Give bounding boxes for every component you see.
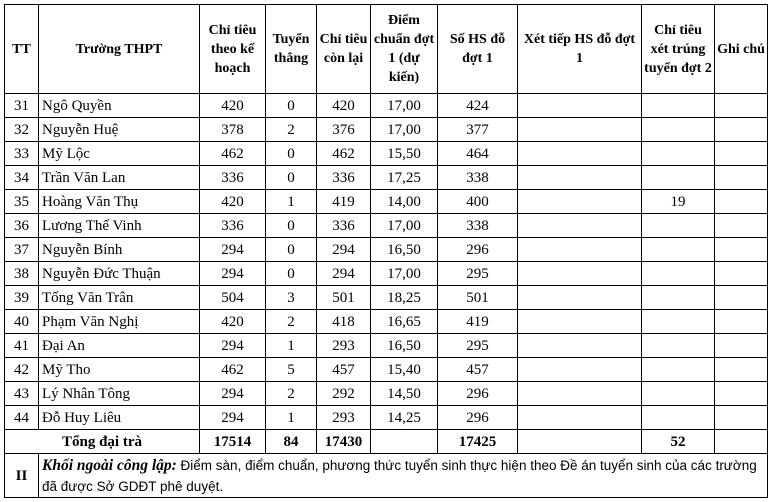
- row-school: Ngô Quyền: [39, 94, 200, 118]
- row-passed: 296: [438, 238, 518, 262]
- row-tt: 44: [5, 406, 39, 430]
- row-target: 420: [200, 94, 266, 118]
- header-row: [5, 5, 768, 94]
- row-remaining: 294: [317, 238, 371, 262]
- admission-table: [4, 4, 768, 498]
- row-direct: 2: [266, 310, 317, 334]
- row-remaining: 419: [317, 190, 371, 214]
- row-notes: [715, 214, 768, 238]
- table-row: [5, 214, 768, 238]
- row-tt: 39: [5, 286, 39, 310]
- row-notes: [715, 118, 768, 142]
- table-row: [5, 94, 768, 118]
- row-school: Nguyễn Bính: [39, 238, 200, 262]
- row-target: 294: [200, 334, 266, 358]
- table-row: [5, 334, 768, 358]
- row-target: 336: [200, 166, 266, 190]
- row-notes: [715, 334, 768, 358]
- row-remaining: 457: [317, 358, 371, 382]
- row-direct: 2: [266, 118, 317, 142]
- row-target: 462: [200, 358, 266, 382]
- row-direct: 1: [266, 190, 317, 214]
- row-remaining: 292: [317, 382, 371, 406]
- row-consider: [518, 238, 642, 262]
- row-passed: 501: [438, 286, 518, 310]
- row-consider: [518, 406, 642, 430]
- row-round2: [642, 334, 715, 358]
- row-passed: 424: [438, 94, 518, 118]
- table-row: [5, 382, 768, 406]
- row-consider: [518, 358, 642, 382]
- row-cutoff: 16,50: [371, 334, 438, 358]
- row-direct: 0: [266, 94, 317, 118]
- row-target: 294: [200, 262, 266, 286]
- row-target: 294: [200, 382, 266, 406]
- row-target: 378: [200, 118, 266, 142]
- row-cutoff: 16,50: [371, 238, 438, 262]
- row-cutoff: 14,25: [371, 406, 438, 430]
- row-remaining: 336: [317, 214, 371, 238]
- row-remaining: 418: [317, 310, 371, 334]
- row-round2: [642, 382, 715, 406]
- row-passed: 338: [438, 166, 518, 190]
- row-consider: [518, 310, 642, 334]
- row-tt: 32: [5, 118, 39, 142]
- row-direct: 5: [266, 358, 317, 382]
- row-cutoff: 17,00: [371, 118, 438, 142]
- row-remaining: 293: [317, 334, 371, 358]
- row-passed: 400: [438, 190, 518, 214]
- section-2-number: II: [5, 454, 39, 498]
- row-school: Trần Văn Lan: [39, 166, 200, 190]
- row-consider: [518, 118, 642, 142]
- row-passed: 338: [438, 214, 518, 238]
- total-label: Tổng đại trà: [5, 430, 200, 454]
- row-direct: 0: [266, 262, 317, 286]
- row-target: 294: [200, 238, 266, 262]
- row-consider: [518, 94, 642, 118]
- table-row: [5, 262, 768, 286]
- row-direct: 0: [266, 238, 317, 262]
- row-direct: 2: [266, 382, 317, 406]
- total-passed: 17425: [438, 430, 518, 454]
- row-target: 420: [200, 190, 266, 214]
- row-school: Mỹ Lộc: [39, 142, 200, 166]
- row-cutoff: 17,00: [371, 262, 438, 286]
- row-tt: 33: [5, 142, 39, 166]
- row-notes: [715, 262, 768, 286]
- total-notes: [715, 430, 768, 454]
- row-tt: 41: [5, 334, 39, 358]
- row-consider: [518, 166, 642, 190]
- table-row: [5, 286, 768, 310]
- total-target: 17514: [200, 430, 266, 454]
- row-notes: [715, 238, 768, 262]
- row-cutoff: 17,25: [371, 166, 438, 190]
- row-consider: [518, 382, 642, 406]
- row-tt: 40: [5, 310, 39, 334]
- row-direct: 0: [266, 214, 317, 238]
- table-row: [5, 358, 768, 382]
- row-round2: [642, 406, 715, 430]
- header-consider: Xét tiếp HS đỗ đợt 1: [518, 5, 642, 94]
- header-target-plan: Chỉ tiêu theo kế hoạch: [200, 5, 266, 94]
- total-row: [5, 430, 768, 454]
- row-school: Tống Văn Trân: [39, 286, 200, 310]
- total-consider: [518, 430, 642, 454]
- row-tt: 42: [5, 358, 39, 382]
- table-row: [5, 238, 768, 262]
- header-notes: Ghi chú: [715, 5, 768, 94]
- header-passed: Số HS đỗ đợt 1: [438, 5, 518, 94]
- header-remaining: Chỉ tiêu còn lại: [317, 5, 371, 94]
- row-passed: 295: [438, 334, 518, 358]
- row-cutoff: 14,00: [371, 190, 438, 214]
- row-remaining: 376: [317, 118, 371, 142]
- row-direct: 3: [266, 286, 317, 310]
- row-passed: 419: [438, 310, 518, 334]
- row-tt: 38: [5, 262, 39, 286]
- row-consider: [518, 214, 642, 238]
- row-round2: [642, 166, 715, 190]
- section-2-paragraph: [42, 454, 764, 497]
- row-consider: [518, 190, 642, 214]
- section-2-title: Khối ngoài công lập:: [42, 457, 177, 474]
- row-tt: 35: [5, 190, 39, 214]
- row-round2: [642, 118, 715, 142]
- row-direct: 1: [266, 406, 317, 430]
- table-row: [5, 310, 768, 334]
- row-target: 504: [200, 286, 266, 310]
- row-passed: 464: [438, 142, 518, 166]
- total-cutoff: [371, 430, 438, 454]
- row-notes: [715, 286, 768, 310]
- table-row: [5, 142, 768, 166]
- row-target: 336: [200, 214, 266, 238]
- row-school: Nguyễn Đức Thuận: [39, 262, 200, 286]
- row-cutoff: 14,50: [371, 382, 438, 406]
- row-remaining: 293: [317, 406, 371, 430]
- row-round2: 19: [642, 190, 715, 214]
- header-cutoff: Điểm chuẩn đợt 1 (dự kiến): [371, 5, 438, 94]
- row-remaining: 294: [317, 262, 371, 286]
- row-passed: 295: [438, 262, 518, 286]
- row-notes: [715, 166, 768, 190]
- row-tt: 36: [5, 214, 39, 238]
- row-round2: [642, 238, 715, 262]
- row-tt: 43: [5, 382, 39, 406]
- row-round2: [642, 94, 715, 118]
- row-direct: 0: [266, 166, 317, 190]
- row-remaining: 420: [317, 94, 371, 118]
- row-target: 420: [200, 310, 266, 334]
- total-direct: 84: [266, 430, 317, 454]
- row-tt: 34: [5, 166, 39, 190]
- row-cutoff: 16,65: [371, 310, 438, 334]
- row-round2: [642, 142, 715, 166]
- table-row: [5, 166, 768, 190]
- row-round2: [642, 214, 715, 238]
- row-remaining: 336: [317, 166, 371, 190]
- row-notes: [715, 382, 768, 406]
- row-school: Mỹ Tho: [39, 358, 200, 382]
- row-consider: [518, 262, 642, 286]
- row-notes: [715, 94, 768, 118]
- row-passed: 296: [438, 382, 518, 406]
- row-school: Lương Thế Vinh: [39, 214, 200, 238]
- row-school: Nguyễn Huệ: [39, 118, 200, 142]
- row-cutoff: 17,00: [371, 214, 438, 238]
- row-round2: [642, 286, 715, 310]
- total-remaining: 17430: [317, 430, 371, 454]
- row-tt: 37: [5, 238, 39, 262]
- row-notes: [715, 190, 768, 214]
- row-consider: [518, 334, 642, 358]
- table-row: [5, 190, 768, 214]
- header-direct: Tuyển thẳng: [266, 5, 317, 94]
- row-notes: [715, 142, 768, 166]
- row-round2: [642, 262, 715, 286]
- row-school: Hoàng Văn Thụ: [39, 190, 200, 214]
- row-notes: [715, 406, 768, 430]
- row-cutoff: 15,40: [371, 358, 438, 382]
- total-round2: 52: [642, 430, 715, 454]
- row-notes: [715, 310, 768, 334]
- row-cutoff: 17,00: [371, 94, 438, 118]
- row-remaining: 462: [317, 142, 371, 166]
- row-school: Lý Nhân Tông: [39, 382, 200, 406]
- row-tt: 31: [5, 94, 39, 118]
- row-round2: [642, 358, 715, 382]
- header-school: Trường THPT: [39, 5, 200, 94]
- row-target: 294: [200, 406, 266, 430]
- row-school: Đại An: [39, 334, 200, 358]
- table-row: [5, 118, 768, 142]
- row-cutoff: 18,25: [371, 286, 438, 310]
- table-row: [5, 406, 768, 430]
- header-tt: TT: [5, 5, 39, 94]
- section-2-text: Điểm sàn, điểm chuẩn, phương thức tuyển sinh thực hiện theo Đề án tuyển sinh của các trường đã được Sở GDĐT phê duyệt.: [42, 458, 757, 494]
- row-direct: 0: [266, 142, 317, 166]
- row-consider: [518, 142, 642, 166]
- row-passed: 296: [438, 406, 518, 430]
- section-2-cell: [39, 454, 768, 498]
- table-body: [5, 94, 768, 430]
- row-remaining: 501: [317, 286, 371, 310]
- row-consider: [518, 286, 642, 310]
- row-notes: [715, 358, 768, 382]
- row-school: Đỗ Huy Liêu: [39, 406, 200, 430]
- row-school: Phạm Văn Nghị: [39, 310, 200, 334]
- row-target: 462: [200, 142, 266, 166]
- row-passed: 457: [438, 358, 518, 382]
- section-2-row: [5, 454, 768, 498]
- header-round2: Chỉ tiêu xét trúng tuyển đợt 2: [642, 5, 715, 94]
- row-round2: [642, 310, 715, 334]
- row-passed: 377: [438, 118, 518, 142]
- row-direct: 1: [266, 334, 317, 358]
- row-cutoff: 15,50: [371, 142, 438, 166]
